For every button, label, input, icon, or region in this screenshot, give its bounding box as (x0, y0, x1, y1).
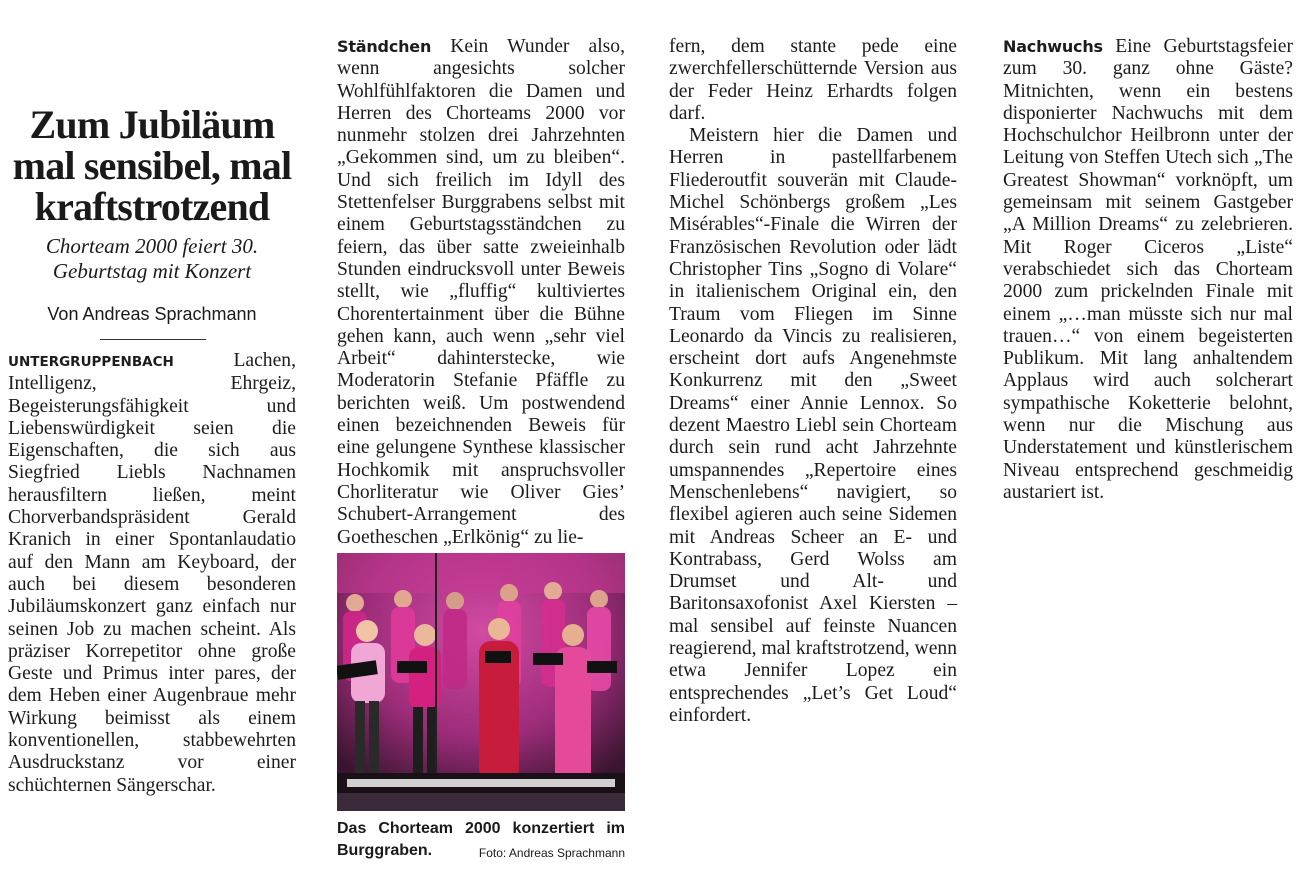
choir-photo-illustration (337, 553, 625, 811)
byline: Von Andreas Sprachmann (47, 304, 257, 324)
photo-caption: Das Chorteam 2000 konzertiert im Burggraben. (337, 820, 625, 859)
nachwuchs-text: Eine Geburtstagsfeier zum 30. ganz ohne Gäste? Mitnichten, wenn ein bestens disponierter Nachwuchs mit dem Hochschulchor Heilbronn unter der Leitung von Steffen Utech sich „The Greatest Showman“ vorknöpft, um gemeinsam mit seinem Gastgeber „A Million Dreams“ zu zelebrieren. Mit Roger Ciceros „Liste“ verabschiedet sich das Chorteam 2000 zum prickelnden Finale mit einem „…man müsste sich nur mal trauen…“ von einem begeisterten Publikum. Mit lang anhaltendem Applaus wird auch solcherart sympathische Koketterie belohnt, wenn nur die Mischung aus Understatement und künstlerischem Niveau entsprechend geschmeidig austariert ist. (1003, 36, 1293, 503)
byline-divider (100, 339, 206, 340)
column-4 (1003, 0, 1293, 504)
column-2 (337, 0, 626, 860)
dateline: UNTERGRUPPENBACH (8, 354, 174, 370)
article-subtitle: Chorteam 2000 feiert 30. Geburtstag mit Konzert (45, 234, 259, 283)
section-standchen (337, 36, 625, 549)
standchen-text: Kein Wunder also, wenn angesichts solcher Wohlfühlfaktoren die Damen und Herren des Chorteams 2000 vor nunmehr stolzen drei Jahrzehnten „Gekommen sind, um zu bleiben“. Und sich freilich im Idyll des Stettenfelser Burggrabens selbst mit einem Geburtstagsständchen zu feiern, das über satte zweieinhalb Stunden eindrucksvoll unter Beweis stellt, wie „fluffig“ kultiviertes Chorentertainment über die Bühne gehen kann, auch wenn „sehr viel Arbeit“ dahinterstecke, wie Moderatorin Stefanie Pfäffle zu berichten weiß. Um postwendend einen bezeichnenden Beweis für eine gelungene Synthese klassischer Hochkomik mit anspruchsvoller Chorliteratur wie Oliver Gies’ Schubert-Arrangement des Goetheschen „Erlkönig“ zu lie- (337, 36, 626, 548)
lead-paragraph (8, 350, 296, 797)
section-nachwuchs (1003, 36, 1293, 504)
col3-continuation: fern, dem stante pede eine zwerchfellerschütternde Version aus der Feder Heinz Erhardts folgen darf. (669, 36, 957, 124)
lead-text: Lachen, Intelligenz, Ehrgeiz, Begeisterungsfähigkeit und Liebenswürdigkeit seien die Eigenschaften, die sich aus Siegfried Liebls Nachnamen herausfiltern ließen, meint Chorverbandspräsident Gerald Kranich in einer Spontanlaudatio auf den Mann am Keyboard, der auch bei diesem besonderen Jubiläumskonzert ganz einfach nur seinen Job zu machen scheint. Als präziser Korrepetitor ohne große Geste und Primus inter pares, der dem Heben einer Augenbraue mehr Wirkung beimisst als einem konventionellen, stabbewehrten Ausdruckstanz vor einer schüchternen Sängerschar. (8, 350, 296, 796)
choir-photo (337, 553, 625, 811)
column-3 (669, 0, 957, 727)
col3-paragraph: Meistern hier die Damen und Herren in pastellfarbenem Fliederoutfit souverän mit Claude-Michel Schönbergs großem „Les Misérables“-Finale die Wirren der Französischen Revolution oder lädt Christopher Tins „Sogno di Volare“ in italienischem Original ein, den Traum vom Fliegen im Sinne Leonardo da Vincis zu realisieren, erscheint dort aufs Angenehmste Konkurrenz mit den „Sweet Dreams“ einer Annie Lennox. So dezent Maestro Liebl sein Chorteam durch sein rund acht Jahrzehnte umspannendes „Repertoire eines Menschenlebens“ navigiert, so flexibel agieren auch seine Sidemen mit Andreas Scheer an E- und Kontrabass, Gerd Wolss am Drumset und Alt- und Baritonsaxofonist Axel Kiersten – mal sensibel auf feinste Nuancen reagierend, mal kraftstrotzend, wenn etwa Jennifer Lopez ein entsprechendes „Let’s Get Loud“ einfordert. (669, 125, 957, 726)
article-title: Zum Jubiläum mal sensibel, mal kraftstrotzend (12, 102, 292, 229)
section-head-standchen: Ständchen (337, 37, 432, 56)
photo-credit: Foto: Andreas Sprachmann (478, 846, 625, 860)
column-1-body (8, 350, 296, 797)
section-head-nachwuchs: Nachwuchs (1003, 37, 1103, 56)
